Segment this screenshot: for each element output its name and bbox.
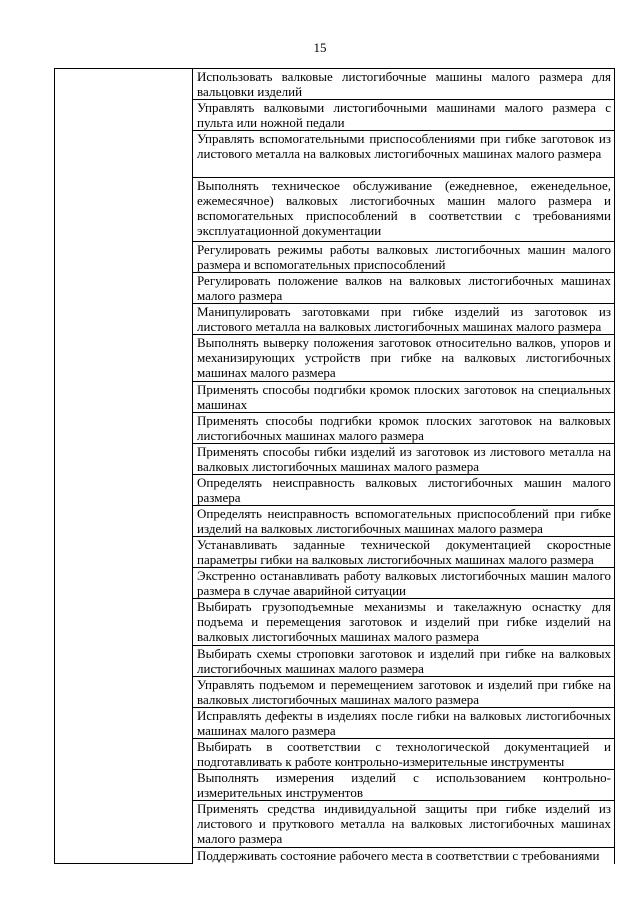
table-cell: Регулировать режимы работы валковых листогибочных машин малого размера и вспомогательных приспособлений — [193, 242, 615, 273]
table-cell: Управлять вспомогательными приспособлениями при гибке заготовок из листового металла на валковых листогибочных машинах малого размера — [193, 131, 615, 178]
page-number: 15 — [313, 40, 327, 55]
table-cell: Исправлять дефекты в изделиях после гибки на валковых листогибочных машинах малого размера — [193, 708, 615, 739]
table-row — [55, 69, 615, 100]
table-cell: Управлять валковыми листогибочными машинами малого размера с пульта или ножной педали — [193, 100, 615, 131]
table-cell: Определять неисправность вспомогательных приспособлений при гибке изделий на валковых листогибочных машинах малого размера — [193, 506, 615, 537]
table-cell: Применять способы гибки изделий из заготовок из листового металла на валковых листогибочных машинах малого размера — [193, 444, 615, 475]
table-cell: Применять способы подгибки кромок плоских заготовок на специальных машинах — [193, 382, 615, 413]
table-cell: Выбирать схемы строповки заготовок и изделий при гибке на валковых листогибочных машинах малого размера — [193, 646, 615, 677]
table-cell: Выполнять измерения изделий с использованием контрольно-измерительных инструментов — [193, 770, 615, 801]
table-cell: Определять неисправность валковых листогибочных машин малого размера — [193, 475, 615, 506]
table-cell: Управлять подъемом и перемещением заготовок и изделий при гибке на валковых листогибочных машинах малого размера — [193, 677, 615, 708]
table-cell: Выбирать грузоподъемные механизмы и такелажную оснастку для подъема и перемещения заготовок и изделий при гибке изделий на валковых листогибочных машинах малого размера — [193, 599, 615, 646]
table-cell: Применять способы подгибки кромок плоских заготовок на валковых листогибочных машинах малого размера — [193, 413, 615, 444]
table-cell: Регулировать положение валков на валковых листогибочных машинах малого размера — [193, 273, 615, 304]
skills-label-cell — [55, 69, 193, 864]
table-cell: Выполнять техническое обслуживание (ежедневное, еженедельное, ежемесячное) валковых листогибочных машин малого размера и вспомогательных приспособлений в соответствии с требованиями эксплуатационной документации — [193, 178, 615, 242]
skills-table — [54, 68, 615, 864]
table-cell: Использовать валковые листогибочные машины малого размера для вальцовки изделий — [193, 69, 615, 100]
table-cell: Выполнять выверку положения заготовок относительно валков, упоров и механизирующих устройств при гибке на валковых листогибочных машинах малого размера — [193, 335, 615, 382]
table-cell: Экстренно останавливать работу валковых листогибочных машин малого размера в случае аварийной ситуации — [193, 568, 615, 599]
table-cell: Применять средства индивидуальной защиты при гибке изделий из листового и пруткового металла на валковых листогибочных машинах малого размера — [193, 801, 615, 848]
table-cell: Манипулировать заготовками при гибке изделий из заготовок из листового металла на валковых листогибочных машинах малого размера — [193, 304, 615, 335]
table-cell: Поддерживать состояние рабочего места в соответствии с требованиями — [193, 848, 615, 864]
table-cell: Устанавливать заданные технической документацией скоростные параметры гибки на валковых листогибочных машинах малого размера — [193, 537, 615, 568]
table-cell: Выбирать в соответствии с технологической документацией и подготавливать к работе контрольно-измерительные инструменты — [193, 739, 615, 770]
